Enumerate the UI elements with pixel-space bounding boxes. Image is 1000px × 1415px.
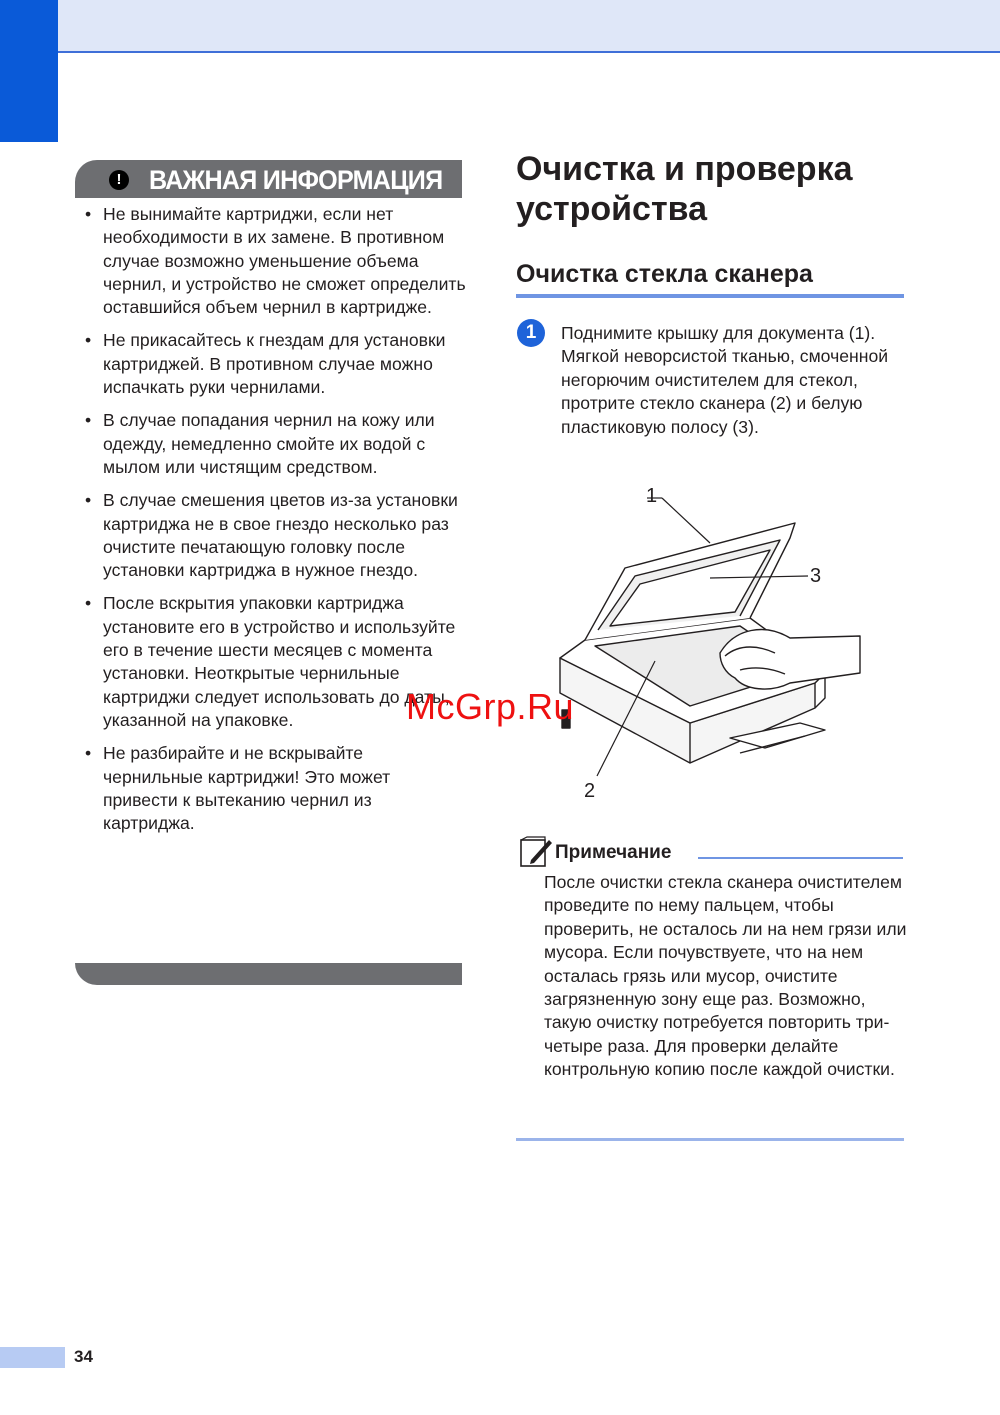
scanner-illustration bbox=[550, 478, 870, 808]
note-pencil-icon bbox=[519, 836, 553, 868]
header-band bbox=[0, 0, 1000, 52]
section-subtitle: Очистка стекла сканера bbox=[516, 260, 813, 288]
step-text: Поднимите крышку для документа (1). Мягкой неворсистой тканью, смоченной негорючим очистителем для стекол, протрите стекло сканера (2) и белую пластиковую полосу (3). bbox=[561, 323, 889, 437]
chapter-tab bbox=[0, 0, 58, 142]
exclamation-icon: ! bbox=[109, 170, 129, 190]
note-rule bbox=[698, 857, 903, 859]
list-item: • В случае смешения цветов из-за установки картриджа не в свое гнездо несколько раз очистите печатающую головку после установки картриджа в нужное гнездо. bbox=[82, 489, 467, 582]
subtitle-rule bbox=[516, 294, 904, 298]
callout-2: 2 bbox=[584, 780, 596, 802]
important-footer bbox=[75, 963, 462, 985]
callout-3: 3 bbox=[810, 565, 822, 587]
page-number: 34 bbox=[74, 1347, 93, 1366]
watermark-text: McGrp.Ru bbox=[406, 686, 575, 727]
page-title: Очистка и проверка устройства bbox=[516, 150, 853, 228]
important-title: ВАЖНАЯ ИНФОРМАЦИЯ bbox=[149, 165, 443, 195]
important-list bbox=[82, 203, 467, 845]
page-number-band bbox=[0, 1347, 65, 1368]
important-header bbox=[75, 160, 462, 198]
list-item: • Не вынимайте картриджи, если нет необходимости в их замене. В противном случае возможно уменьшение объема чернил, и устройство не сможет определить оставшийся объем чернил в картридже. bbox=[82, 203, 467, 319]
step-number-badge: 1 bbox=[517, 319, 545, 347]
list-item: • После вскрытия упаковки картриджа установите его в устройство и используйте его в течение шести месяцев с момента установки. Неоткрытые чернильные картриджи следует использовать до даты, указанной на упаковке. bbox=[82, 592, 467, 732]
list-item: • Не прикасайтесь к гнездам для установки картриджей. В противном случае можно испачкать руки чернилами. bbox=[82, 329, 467, 399]
header-rule bbox=[58, 51, 1000, 53]
note-bottom-rule bbox=[516, 1138, 904, 1141]
note-title: Примечание bbox=[555, 842, 672, 863]
note-text: После очистки стекла сканера очистителем проведите по нему пальцем, чтобы проверить, не осталось ли на нем грязи или мусора. Если почувствуете, что на нем осталась грязь или мусор, очистите загрязненную зону еще раз. Возможно, такую очистку потребуется повторить три-четыре раза. Для проверки делайте контрольную копию после каждой очистки. bbox=[544, 872, 907, 1080]
list-item: • Не разбирайте и не вскрывайте чернильные картриджи! Это может привести к вытеканию чернил из картриджа. bbox=[82, 742, 467, 835]
list-item: • В случае попадания чернил на кожу или одежду, немедленно смойте их водой с мылом или чистящим средством. bbox=[82, 409, 467, 479]
callout-1: 1 bbox=[646, 485, 658, 507]
